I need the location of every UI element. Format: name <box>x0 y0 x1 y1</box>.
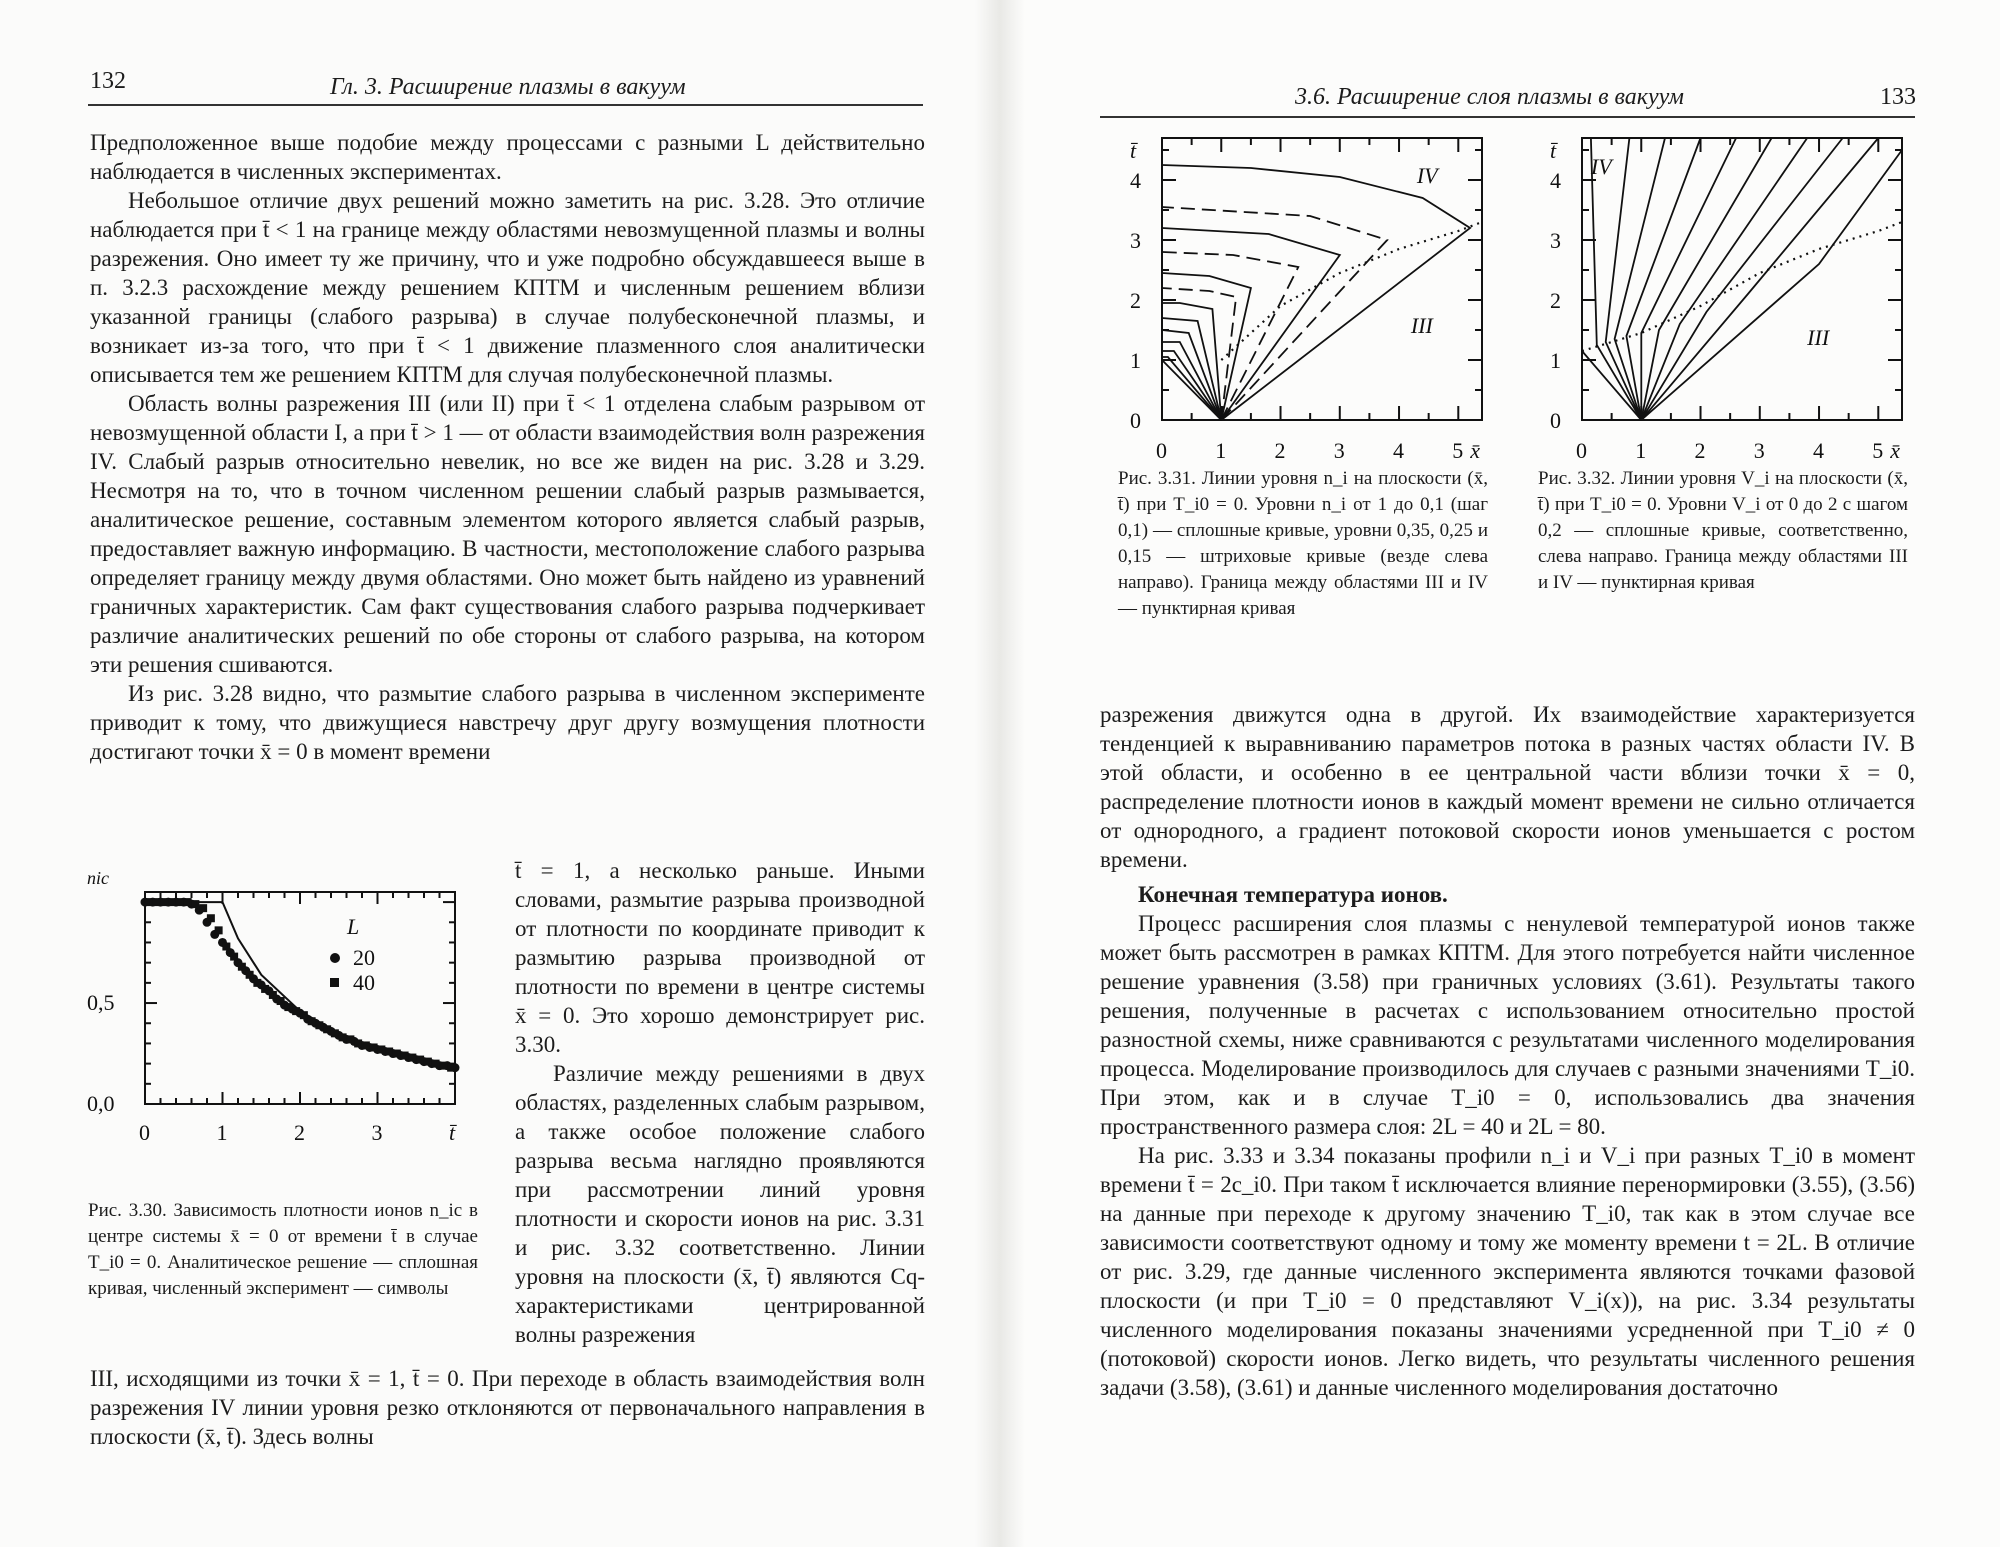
data-point-square <box>370 1043 378 1051</box>
x-tick-label: 3 <box>371 1120 383 1145</box>
paragraph: На рис. 3.33 и 3.34 показаны профили n_i и V_i при разных T_i0 в момент времени t̄ = 2c_i0. При таком t̄ исключается влияние перенормировки (3.55), (3.56) на данные при переходе к другому значению T_i0, так как в этом случае все зависимости соответствуют одному и тому же моменту времени t = 2L. В отличие от рис. 3.29, где данные численного эксперимента являются точками фазовой плоскости (и при T_i0 = 0 представляют V_i(x)), на рис. 3.34 результаты численного моделирования показаны значениями усредненной при T_i0 ≠ 0 (потоковой) скорости ионов. Легко видеть, что результаты численного решения задачи (3.58), (3.61) и данные численного моделирования достаточно <box>1100 1143 1915 1400</box>
x-tick-label: 0 <box>1576 438 1587 463</box>
legend-title: L <box>347 914 360 939</box>
y-axis-label: t̄ <box>1550 138 1557 163</box>
x-tick-label: 2 <box>294 1120 305 1145</box>
left-main-text <box>90 128 925 766</box>
x-tick-label: 5 <box>1452 438 1464 463</box>
data-point-square <box>385 1048 393 1056</box>
running-head-left: Гл. 3. Расширение плазмы в вакуум <box>330 74 686 100</box>
y-tick-label: 4 <box>1550 168 1561 193</box>
y-tick-label: 2 <box>1550 288 1561 313</box>
level-line <box>1641 138 1842 420</box>
paragraph: Из рис. 3.28 видно, что размытие слабого разрыва в численном эксперименте приводит к тому, что движущиеся навстречу друг другу возмущения плотности достигают точки x̄ = 0 в момент времени <box>90 681 925 764</box>
data-point-square <box>269 991 277 999</box>
y-axis-label: t̄ <box>1130 138 1137 163</box>
level-line <box>1582 351 1641 420</box>
paragraph: Процесс расширения слоя плазмы с ненулевой температурой ионов также может быть рассмотрен в рамках КПТМ. Для этого потребуется найти численное решение уравнения (3.58) при граничных условиях (3.61). Результаты такого решения, полученные в расчетах с использованием относительно простой разностной схемы, ниже сравниваются с результатами численного моделирования процесса. Моделирование производилось для случаев с разными значениями T_i0. При этом, как и в случае T_i0 = 0, использовались два значения пространственного размера слоя: 2L = 40 и 2L = 80. <box>1100 911 1915 1139</box>
page-number-left: 132 <box>90 68 126 94</box>
legend-label: 40 <box>353 970 375 995</box>
x-tick-label: 2 <box>1694 438 1706 463</box>
paragraph: t̄ = 1, а несколько раньше. Иными словами, размытие разрыва производной от плотности по координате приводит к размытию разрыва производной от плотности по времени в центре системы x̄ = 0. Это хорошо демонстрирует рис. 3.30. <box>515 858 925 1057</box>
level-line <box>1162 252 1298 420</box>
book-gutter <box>975 0 1025 1547</box>
data-point-square <box>207 914 215 922</box>
x-axis-label: x̄ <box>1890 438 1901 463</box>
x-tick-label: 4 <box>1813 438 1825 463</box>
header-rule-right <box>1100 116 1915 118</box>
figure-3-32-chart <box>1530 128 1930 468</box>
level-line <box>1162 360 1221 420</box>
data-point-square <box>346 1035 354 1043</box>
running-head-right: 3.6. Расширение слоя плазмы в вакуум <box>1295 84 1684 110</box>
data-point-square <box>315 1021 323 1029</box>
legend-label: 20 <box>353 945 375 970</box>
data-point-square <box>393 1050 401 1058</box>
x-tick-label: t̄ <box>449 1120 456 1145</box>
data-point-square <box>401 1052 409 1060</box>
figure-3-31-chart <box>1110 128 1510 468</box>
figure-3-30-caption: Рис. 3.30. Зависимость плотности ионов n_ic в центре системы x̄ = 0 от времени t̄ в случае T_i0 = 0. Аналитическое решение — сплошная кривая, численный эксперимент — символы <box>88 1200 478 1299</box>
data-point-square <box>145 898 153 906</box>
data-point-square <box>215 926 223 934</box>
x-tick-label: 5 <box>1872 438 1884 463</box>
x-tick-label: 2 <box>1274 438 1286 463</box>
region-label-iii: III <box>1807 325 1830 350</box>
data-point-square <box>439 1062 447 1070</box>
paragraph: III, исходящими из точки x̄ = 1, t̄ = 0. При переходе в область взаимодействия волн разрежения IV линии уровня резко отклоняются от первоначального направления в плоскости (x̄, t̄). Здесь волны <box>90 1366 925 1449</box>
data-point-square <box>362 1041 370 1049</box>
header-rule-left <box>88 104 923 106</box>
x-tick-label: 3 <box>1753 438 1765 463</box>
data-point-square <box>199 904 207 912</box>
level-line <box>1641 138 1878 420</box>
paragraph: разрежения движутся одна в другой. Их взаимодействие характеризуется тенденцией к выравниванию параметров потока в разных частях области IV. В этой области, и особенно в ее центральной части вблизи точки x̄ = 0, распределение плотности ионов в каждый момент времени не сильно отличается от однородного, а градиент потоковой скорости ионов уменьшается с ростом времени. <box>1100 702 1915 872</box>
y-tick-label: 0,0 <box>87 1091 115 1116</box>
paragraph: Различие между решениями в двух областях, разделенных слабым разрывом, а также особое положение слабого разрыва весьма наглядно проявляются при рассмотрении линий уровня плотности и скорости ионов на рис. 3.31 и рис. 3.32 соответственно. Линии уровня на плоскости (x̄, t̄) являются Cq-характеристиками центрированной волны разрежения <box>515 1061 925 1347</box>
level-line <box>1162 228 1340 420</box>
y-tick-label: 1 <box>1550 348 1561 373</box>
left-side-text <box>515 856 925 1349</box>
data-point-square <box>408 1054 416 1062</box>
x-tick-label: 3 <box>1333 438 1345 463</box>
paragraph: Предположенное выше подобие между процессами с разными L действительно наблюдается в численных экспериментах. <box>90 130 925 184</box>
paragraph: Область волны разрежения III (или II) при t̄ < 1 отделена слабым разрывом от невозмущенной области I, а при t̄ > 1 — от области взаимодействия волн разрежения IV. Слабый разрыв относительно невелик, но все же виден на рис. 3.28 и 3.29. Несмотря на то, что в точном численном решении слабый разрыв размывается, аналитическое решение, составным элементом которого является слабый разрыв, предоставляет важную информацию. В частности, местоположение слабого разрыва определяет границу между двумя областями. Оно может быть найдено из уравнений граничных характеристик. Сам факт существования слабого разрыва подчеркивает различие аналитических решений по обе стороны от слабого разрыва, на котором эти решения сшиваются. <box>90 391 925 677</box>
data-point-square <box>308 1017 316 1025</box>
y-tick-label: 1 <box>1130 348 1141 373</box>
data-point-square <box>323 1025 331 1033</box>
legend-square <box>330 978 339 987</box>
x-tick-label: 1 <box>1635 438 1647 463</box>
data-point-square <box>238 963 246 971</box>
x-tick-label: 4 <box>1393 438 1405 463</box>
x-tick-label: 1 <box>1215 438 1227 463</box>
data-point-square <box>184 898 192 906</box>
y-tick-label: 0,5 <box>87 990 115 1016</box>
y-tick-label: 0 <box>1550 408 1561 433</box>
data-point-square <box>261 985 269 993</box>
data-point-square <box>176 898 184 906</box>
level-line <box>1606 138 1642 420</box>
figure-3-31-caption: Рис. 3.31. Линии уровня n_i на плоскости (x̄, t̄) при T_i0 = 0. Уровни n_i от 1 до 0,1 (шаг 0,1) — сплошные кривые, уровни 0,35, 0,25 и 0,15 — штриховые кривые (везде слева направо). Граница между областями III и IV — пунктирная кривая <box>1118 468 1488 619</box>
region-boundary-curve <box>1221 222 1482 360</box>
data-point-square <box>284 1003 292 1011</box>
data-point-square <box>331 1029 339 1037</box>
level-line <box>1162 207 1387 420</box>
data-point-square <box>160 898 168 906</box>
analytic-curve <box>145 902 455 1068</box>
region-label-iii: III <box>1410 313 1433 338</box>
section-heading: Конечная температура ионов. <box>1138 882 1448 907</box>
region-label-iv: IV <box>1590 154 1612 179</box>
right-main-text <box>1100 700 1915 1402</box>
data-point-square <box>447 1064 455 1072</box>
data-point-square <box>222 943 230 951</box>
data-point-square <box>246 971 254 979</box>
data-point-square <box>292 1007 300 1015</box>
data-point-square <box>377 1045 385 1053</box>
level-line <box>1162 165 1470 420</box>
data-point-square <box>253 979 261 987</box>
data-point-square <box>230 953 238 961</box>
y-tick-label: 2 <box>1130 288 1141 313</box>
x-tick-label: 1 <box>216 1120 228 1145</box>
region-label-iv: IV <box>1416 163 1438 188</box>
data-point-square <box>416 1056 424 1064</box>
y-tick-label: 3 <box>1550 228 1561 253</box>
x-tick-label: 0 <box>1156 438 1167 463</box>
y-tick-label: 4 <box>1130 168 1141 193</box>
plot-frame <box>145 892 455 1104</box>
y-axis-label: nic <box>87 868 109 888</box>
data-point-square <box>300 1011 308 1019</box>
data-point-square <box>432 1060 440 1068</box>
left-bottom-text <box>90 1364 925 1451</box>
data-point-square <box>191 900 199 908</box>
x-tick-label: 0 <box>139 1120 150 1145</box>
figure-3-30-chart <box>85 862 495 1192</box>
x-axis-label: x̄ <box>1470 438 1481 463</box>
level-line <box>1162 357 1221 420</box>
figure-3-32-caption: Рис. 3.32. Линии уровня V_i на плоскости (x̄, t̄) при T_i0 = 0. Уровни V_i от 0 до 2 с шагом 0,2 — сплошные кривые, соответственно, слева направо. Граница между областями III и IV — пунктирная кривая <box>1538 468 1908 593</box>
data-point-square <box>153 898 161 906</box>
data-point-square <box>339 1033 347 1041</box>
y-tick-label: 3 <box>1130 228 1141 253</box>
page-number-right: 133 <box>1880 84 1916 110</box>
level-line <box>1641 138 1771 420</box>
data-point-square <box>168 898 176 906</box>
legend-circle <box>330 953 340 963</box>
data-point-square <box>354 1039 362 1047</box>
y-tick-label: 0 <box>1130 408 1141 433</box>
data-point-square <box>424 1058 432 1066</box>
paragraph: Небольшое отличие двух решений можно заметить на рис. 3.28. Это отличие наблюдается при t̄ < 1 на границе между областями невозмущенной плазмы и волны разрежения. Оно имеет ту же причину, что и уже подробно обсуждавшееся выше в п. 3.2.3 расхождение между решением КПТМ и численным решением вблизи указанной границы (слабого разрыва) в случае полубесконечной плазмы, и возникает из-за того, что при t̄ < 1 движение плазменного слоя аналитически описывается тем же решением КПТМ для случая полубесконечной плазмы. <box>90 188 925 387</box>
data-point-square <box>277 997 285 1005</box>
